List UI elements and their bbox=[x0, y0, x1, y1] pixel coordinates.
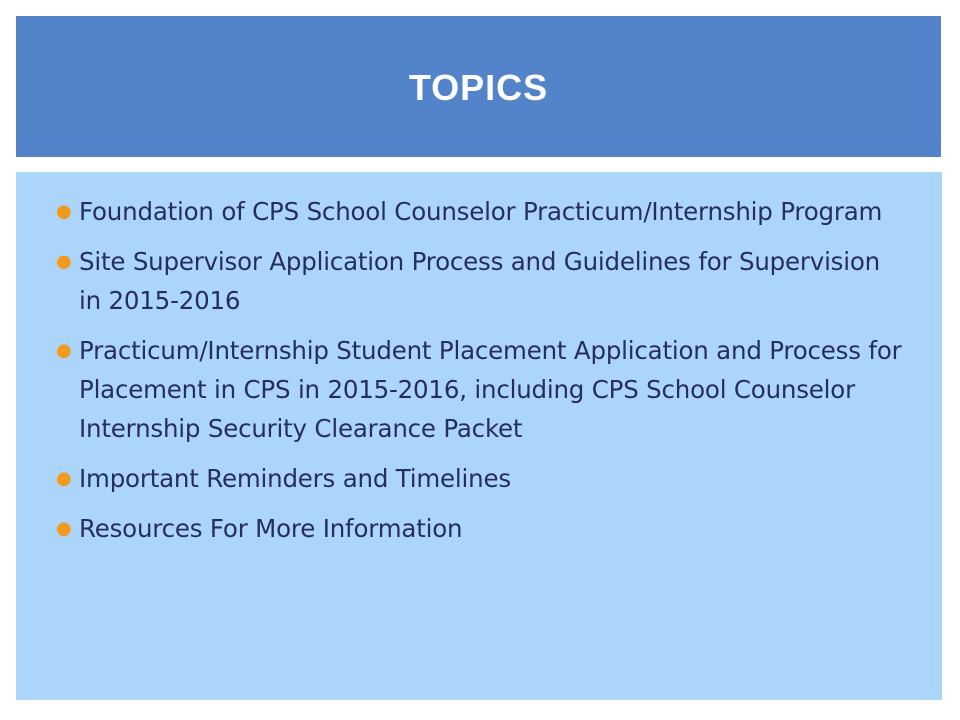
topic-text: Foundation of CPS School Counselor Practicum/Internship Program bbox=[79, 197, 883, 226]
slide-title: TOPICS bbox=[408, 66, 549, 108]
bullet-icon: ● bbox=[56, 340, 72, 361]
topic-item bbox=[56, 192, 906, 231]
bullet-icon: ● bbox=[56, 251, 72, 272]
topic-item bbox=[56, 459, 906, 498]
title-band bbox=[16, 16, 941, 157]
topics-list bbox=[56, 192, 906, 559]
topic-item bbox=[56, 242, 906, 320]
topic-item bbox=[56, 509, 906, 548]
content-panel bbox=[16, 172, 942, 700]
bullet-icon: ● bbox=[56, 468, 72, 489]
topic-text: Site Supervisor Application Process and Guidelines for Supervision in 2015-2016 bbox=[79, 247, 880, 315]
topic-text: Practicum/Internship Student Placement Application and Process for Placement in CPS in 2015-2016, including CPS School Counselor Internship Security Clearance Packet bbox=[79, 336, 902, 443]
bullet-icon: ● bbox=[56, 201, 72, 222]
topic-item bbox=[56, 331, 906, 448]
topic-text: Resources For More Information bbox=[79, 514, 463, 543]
topic-text: Important Reminders and Timelines bbox=[79, 464, 511, 493]
bullet-icon: ● bbox=[56, 518, 72, 539]
